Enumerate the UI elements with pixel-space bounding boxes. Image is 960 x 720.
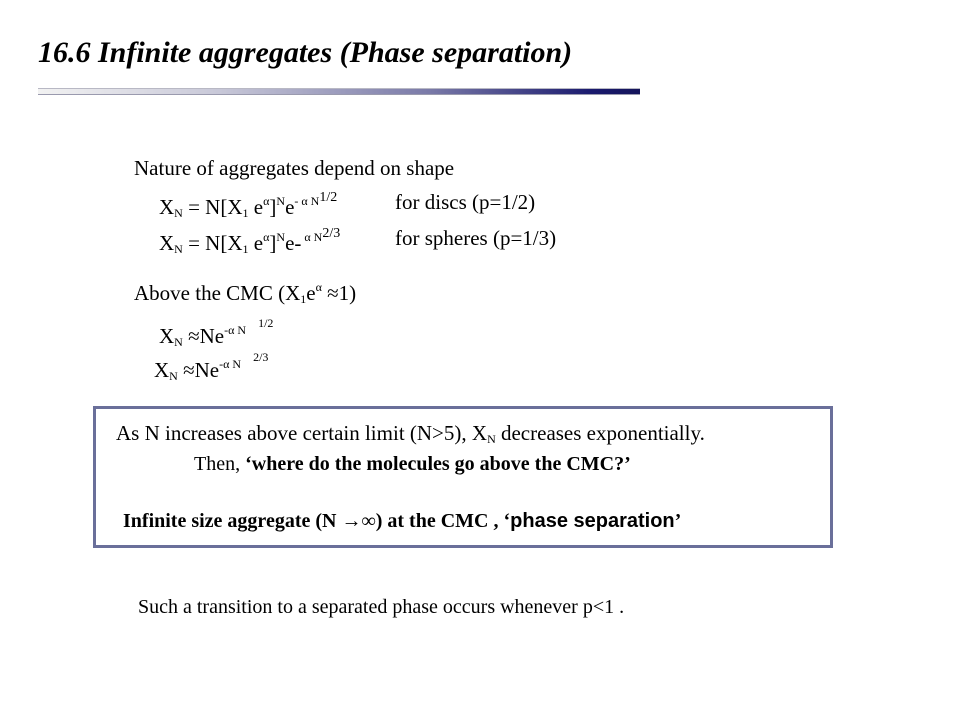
footer-note: Such a transition to a separated phase occurs whenever p<1 . (138, 596, 625, 618)
title-underline (38, 88, 640, 95)
disc-approx: $X_N \approx Ne^{-\alpha N}$ $^{1/2}$ (159, 316, 274, 349)
disc-equation: $X_N = N[X_1$ $e^\alpha]^Ne^{- \alpha N1/2}$ (159, 190, 338, 220)
disc-label: for discs (p=1/2) (395, 190, 536, 214)
slide-title: 16.6 Infinite aggregates (Phase separation) (38, 36, 573, 69)
box-line-exponential: As N increases above certain limit (N>5), $X_N$ decreases exponentially. (116, 421, 705, 446)
box-line-question: Then, ‘where do the molecules go above the CMC?’ (194, 453, 631, 475)
shape-heading: Nature of aggregates depend on shape (134, 156, 455, 180)
sphere-equation: $X_N = N[X_1$ $e^\alpha]^Ne-$ $^{\alpha N2/3}$ (159, 226, 341, 256)
above-cmc-heading: Above the CMC $(X_1e^\alpha \approx 1)$ (134, 280, 357, 306)
sphere-approx: $X_N \approx Ne^{-\alpha N}$ $^{2/3}$ (154, 350, 269, 383)
sphere-label: for spheres (p=1/3) (395, 226, 557, 250)
box-line-phase-separation: Infinite size aggregate (N →∞) at the CMC , ‘phase separation’ (123, 510, 682, 532)
